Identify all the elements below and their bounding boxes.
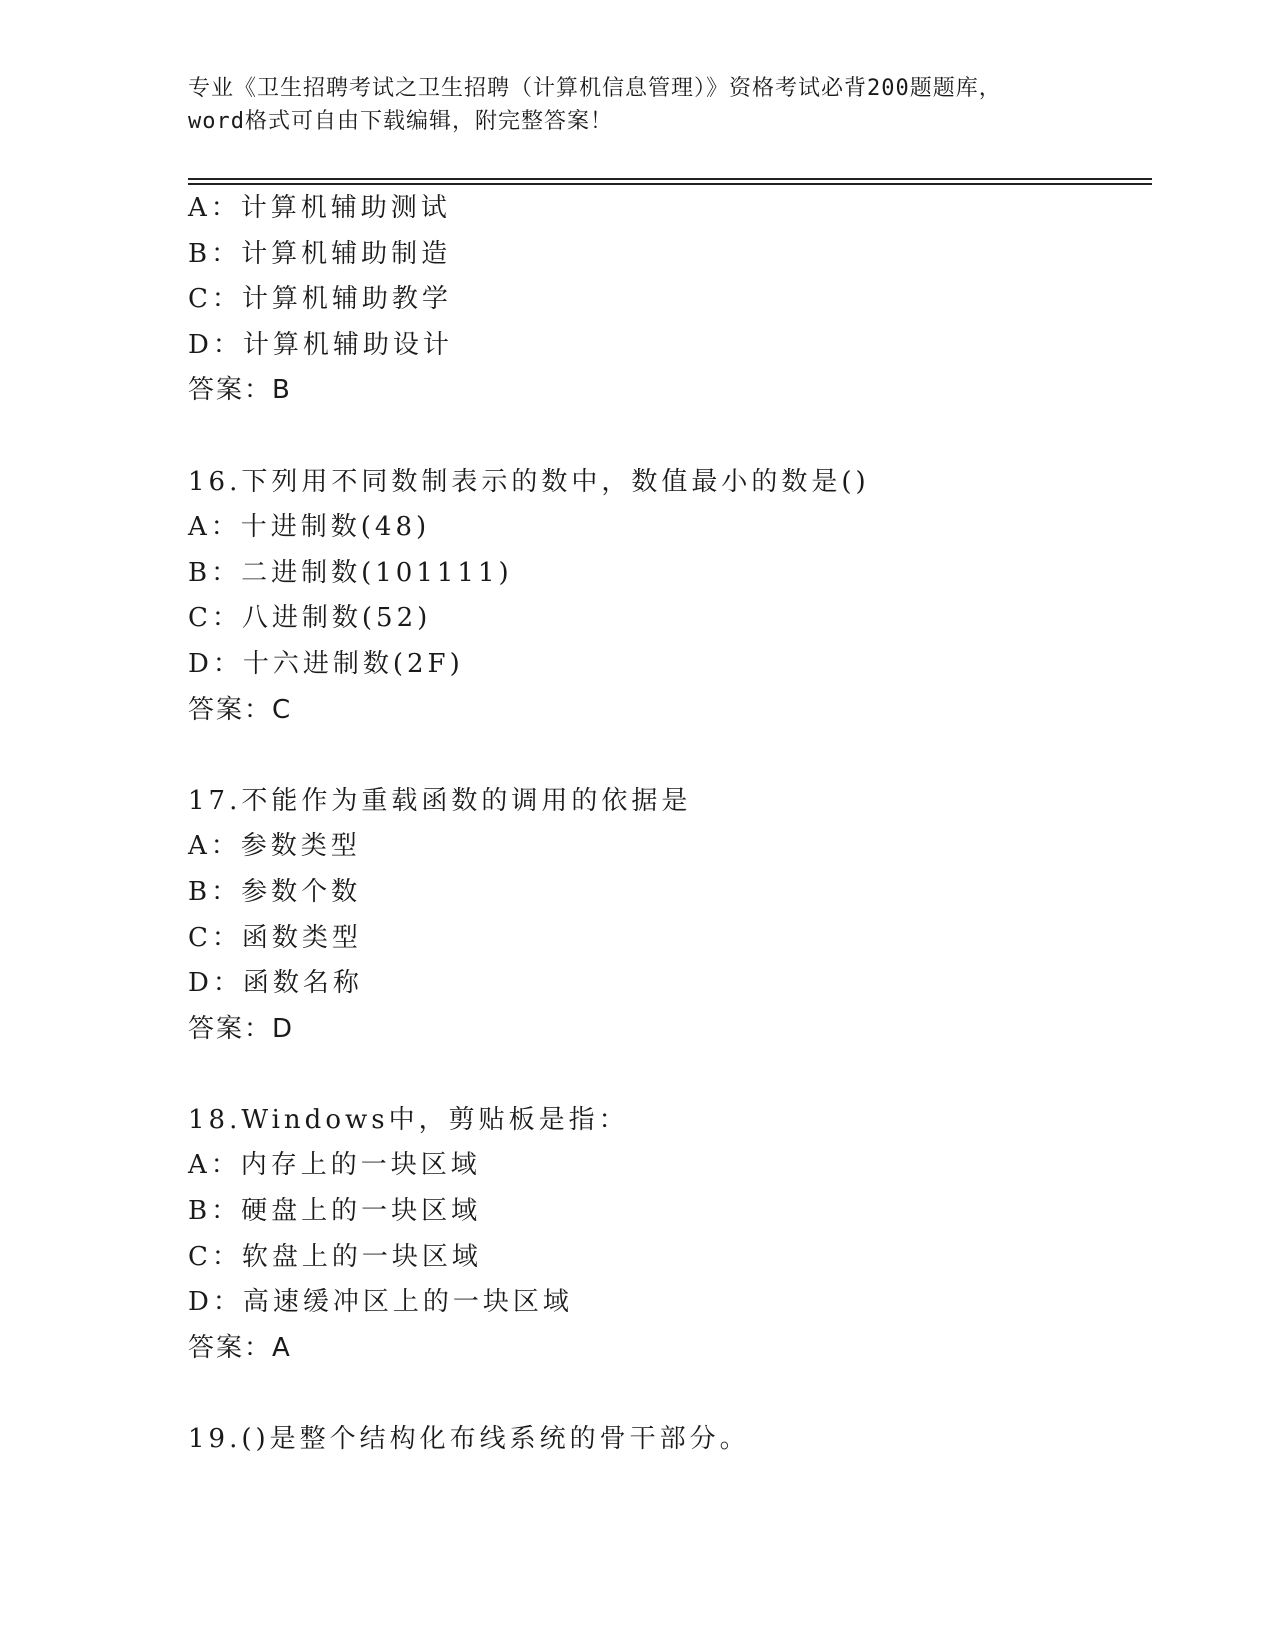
option-text: C：计算机辅助教学 — [188, 284, 452, 315]
spacer — [188, 1052, 1148, 1098]
header-divider-top — [188, 178, 1152, 180]
header-divider-bottom — [188, 183, 1152, 185]
option-text: C：八进制数(52) — [188, 603, 432, 634]
option-text: A：计算机辅助测试 — [188, 193, 451, 223]
option-text: D：高速缓冲区上的一块区域 — [188, 1287, 573, 1318]
header-line-2: word格式可自由下载编辑，附完整答案！ — [188, 109, 613, 134]
option-text: B：硬盘上的一块区域 — [188, 1196, 482, 1227]
header-line-1: 专业《卫生招聘考试之卫生招聘（计算机信息管理）》资格考试必背200题题库， — [188, 76, 1002, 101]
answer-text: 答案：B — [188, 375, 292, 406]
question-text: 19.()是整个结构化布线系统的骨干部分。 — [188, 1424, 750, 1455]
question-list — [188, 186, 1148, 1463]
answer-text: 答案：A — [188, 1332, 292, 1363]
question-text: 18.Windows中，剪贴板是指： — [188, 1104, 629, 1135]
option-text: B：二进制数(101111) — [188, 557, 513, 588]
option-text: D：函数名称 — [188, 968, 363, 999]
option-text: A：十进制数(48) — [188, 512, 431, 543]
option-text: A：内存上的一块区域 — [188, 1150, 481, 1181]
question-text: 16.下列用不同数制表示的数中，数值最小的数是() — [188, 466, 870, 497]
option-text: C：软盘上的一块区域 — [188, 1241, 482, 1272]
answer-text: 答案：D — [188, 1013, 295, 1044]
option-text: D：十六进制数(2F) — [188, 648, 464, 679]
option-text: C：函数类型 — [188, 922, 362, 953]
spacer — [188, 414, 1148, 460]
option-text: B：参数个数 — [188, 876, 362, 907]
option-text: A：参数类型 — [188, 831, 361, 862]
answer-text: 答案：C — [188, 694, 293, 725]
question-text: 17.不能作为重载函数的调用的依据是 — [188, 785, 692, 816]
document-header — [188, 72, 1088, 138]
spacer — [188, 733, 1148, 779]
option-text: D：计算机辅助设计 — [188, 329, 453, 360]
spacer — [188, 1371, 1148, 1417]
option-text: B：计算机辅助制造 — [188, 238, 452, 269]
